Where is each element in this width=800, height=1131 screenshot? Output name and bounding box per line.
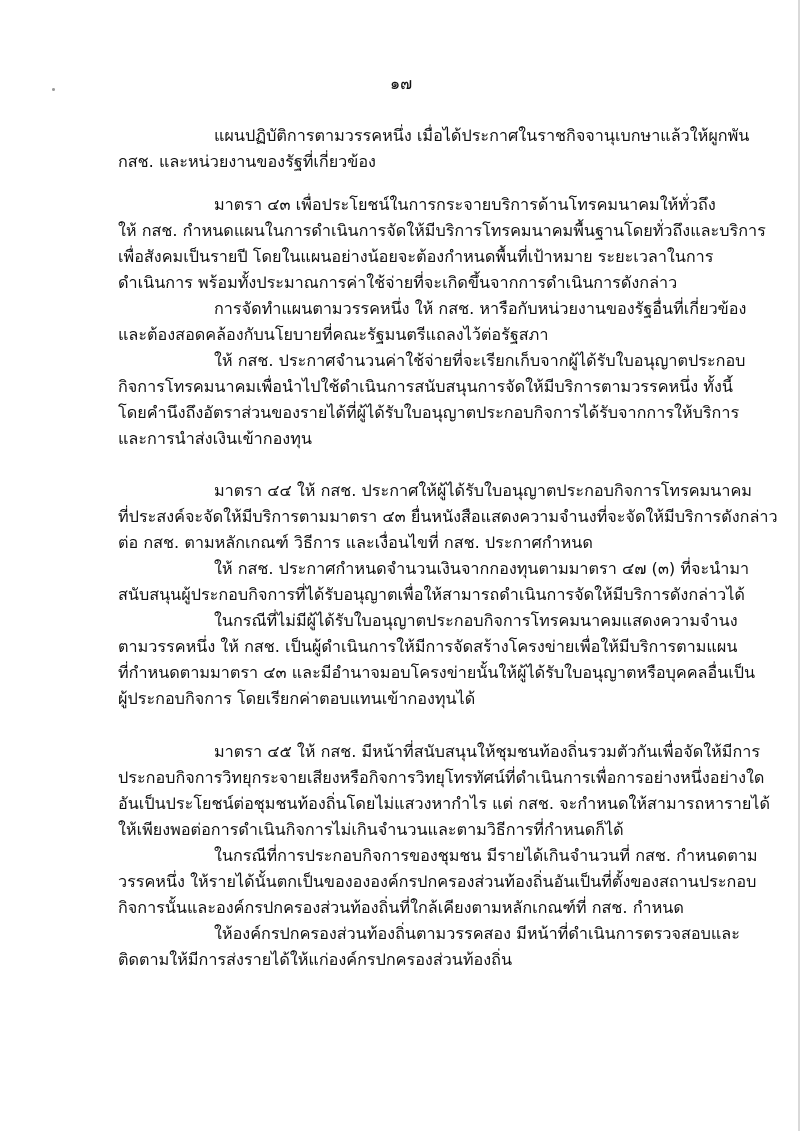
text-line: เพื่อสังคมเป็นรายปี โดยในแผนอย่างน้อยจะต้องกำหนดพื้นที่เป้าหมาย ระยะเวลาในการ bbox=[118, 247, 714, 266]
text-line: แผนปฏิบัติการตามวรรคหนึ่ง เมื่อได้ประกาศในราชกิจจานุเบกษาแล้วให้ผูกพัน bbox=[214, 126, 750, 145]
text-line: ให้ กสช. กำหนดแผนในการดำเนินการจัดให้มีบริการโทรคมนาคมพื้นฐานโดยทั่วถึงและบริการ bbox=[118, 221, 766, 240]
text-line: ดำเนินการ พร้อมทั้งประมาณการค่าใช้จ่ายที่จะเกิดขึ้นจากการดำเนินการดังกล่าว bbox=[118, 273, 678, 292]
scan-speck bbox=[52, 88, 55, 91]
text-line: อันเป็นประโยชน์ต่อชุมชนท้องถิ่นโดยไม่แสวงหากำไร แต่ กสช. จะกำหนดให้สามารถหารายได้ bbox=[118, 794, 770, 813]
text-line: กิจการนั้นและองค์กรปกครองส่วนท้องถิ่นที่ใกล้เคียงตามหลักเกณฑ์ที่ กสช. กำหนด bbox=[118, 898, 684, 917]
text-line: สนับสนุนผู้ประกอบกิจการที่ได้รับอนุญาตเพื่อให้สามารถดำเนินการจัดให้มีบริการดังกล่าวได้ bbox=[118, 585, 745, 604]
text-line: และต้องสอดคล้องกับนโยบายที่คณะรัฐมนตรีแถลงไว้ต่อรัฐสภา bbox=[118, 325, 549, 344]
text-line: ต่อ กสช. ตามหลักเกณฑ์ วิธีการ และเงื่อนไขที่ กสช. ประกาศกำหนด bbox=[118, 533, 593, 552]
text-line: กสช. และหน่วยงานของรัฐที่เกี่ยวข้อง bbox=[118, 152, 376, 171]
text-line: การจัดทำแผนตามวรรคหนึ่ง ให้ กสช. หารือกับหน่วยงานของรัฐอื่นที่เกี่ยวข้อง bbox=[214, 299, 747, 318]
text-line: ให้เพียงพอต่อการดำเนินกิจการไม่เกินจำนวนและตามวิธีการที่กำหนดก็ได้ bbox=[118, 820, 624, 839]
text-line: กิจการโทรคมนาคมเพื่อนำไปใช้ดำเนินการสนับสนุนการจัดให้มีบริการตามวรรคหนึ่ง ทั้งนี้ bbox=[118, 377, 733, 396]
text-line: โดยคำนึงถึงอัตราส่วนของรายได้ที่ผู้ได้รับใบอนุญาตประกอบกิจการได้รับจากการให้บริการ bbox=[118, 403, 740, 422]
text-line: ติดตามให้มีการส่งรายได้ให้แก่องค์กรปกครองส่วนท้องถิ่น bbox=[118, 950, 513, 969]
text-line: ในกรณีที่ไม่มีผู้ได้รับใบอนุญาตประกอบกิจการโทรคมนาคมแสดงความจำนง bbox=[214, 611, 738, 630]
text-line: มาตรา ๔๓ เพื่อประโยชน์ในการกระจายบริการด้านโทรคมนาคมให้ทั่วถึง bbox=[214, 195, 716, 214]
text-line: ประกอบกิจการวิทยุกระจายเสียงหรือกิจการวิทยุโทรทัศน์ที่ดำเนินการเพื่อการอย่างหนึ่งอย่างใด bbox=[118, 768, 765, 787]
text-line: ที่ประสงค์จะจัดให้มีบริการตามมาตรา ๔๓ ยื่นหนังสือแสดงความจำนงที่จะจัดให้มีบริการดังกล่าว bbox=[118, 507, 778, 526]
text-line: ที่กำหนดตามมาตรา ๔๓ และมีอำนาจมอบโครงข่ายนั้นให้ผู้ได้รับใบอนุญาตหรือบุคคลอื่นเป็น bbox=[118, 663, 756, 682]
page-number: ๑๗ bbox=[390, 74, 413, 93]
text-line: ให้องค์กรปกครองส่วนท้องถิ่นตามวรรคสอง มีหน้าที่ดำเนินการตรวจสอบและ bbox=[214, 924, 740, 943]
text-line: ผู้ประกอบกิจการ โดยเรียกค่าตอบแทนเข้ากองทุนได้ bbox=[118, 689, 476, 708]
text-line: และการนำส่งเงินเข้ากองทุน bbox=[118, 429, 312, 448]
text-line: ให้ กสช. ประกาศจำนวนค่าใช้จ่ายที่จะเรียกเก็บจากผู้ได้รับใบอนุญาตประกอบ bbox=[214, 351, 746, 370]
text-line: มาตรา ๔๕ ให้ กสช. มีหน้าที่สนับสนุนให้ชุมชนท้องถิ่นรวมตัวกันเพื่อจัดให้มีการ bbox=[214, 742, 761, 761]
text-line: ในกรณีที่การประกอบกิจการของชุมชน มีรายได้เกินจำนวนที่ กสช. กำหนดตาม bbox=[214, 846, 758, 865]
text-line: ให้ กสช. ประกาศกำหนดจำนวนเงินจากกองทุนตามมาตรา ๔๗ (๓) ที่จะนำมา bbox=[214, 559, 750, 578]
text-line: วรรคหนึ่ง ให้รายได้นั้นตกเป็นของององค์กรปกครองส่วนท้องถิ่นอันเป็นที่ตั้งของสถานประกอบ bbox=[118, 872, 757, 891]
text-line: มาตรา ๔๔ ให้ กสช. ประกาศให้ผู้ได้รับใบอนุญาตประกอบกิจการโทรคมนาคม bbox=[214, 481, 752, 500]
text-line: ตามวรรคหนึ่ง ให้ กสช. เป็นผู้ดำเนินการให้มีการจัดสร้างโครงข่ายเพื่อให้มีบริการตามแผน bbox=[118, 637, 738, 656]
